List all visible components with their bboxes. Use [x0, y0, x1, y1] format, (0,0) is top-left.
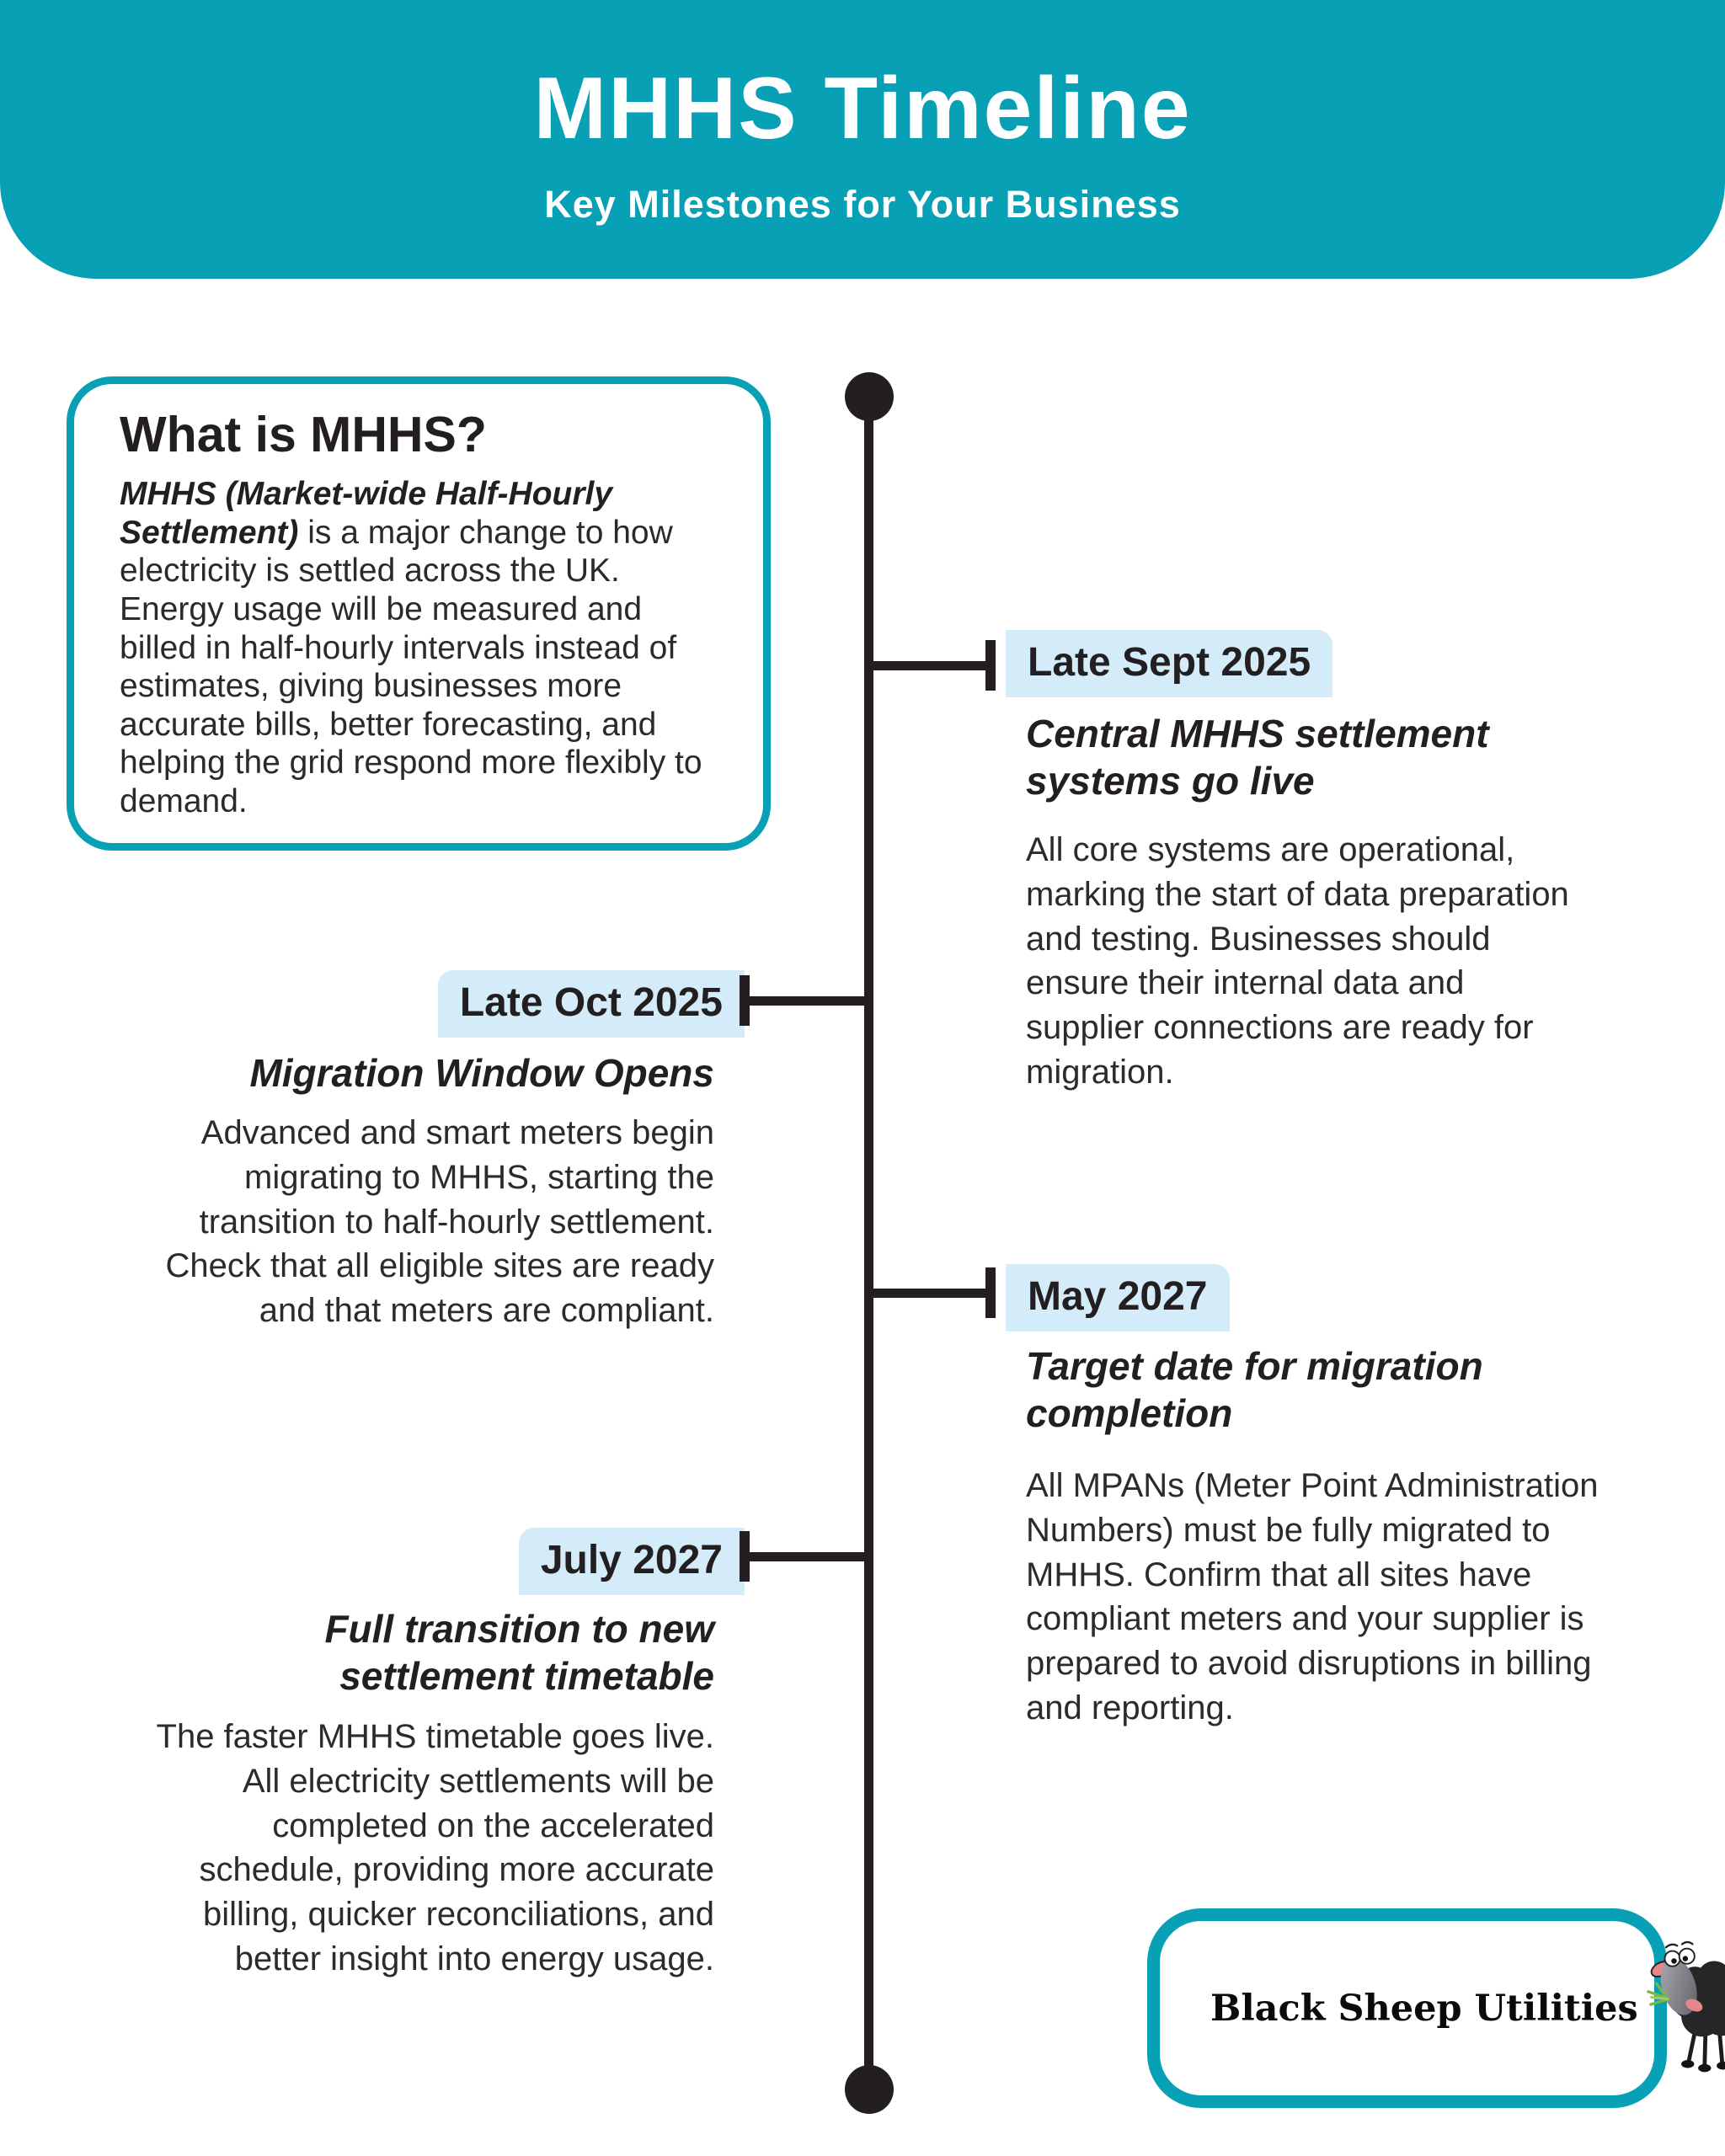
- milestone-date-badge-late-oct: Late Oct 2025: [438, 970, 745, 1038]
- timeline-spine: [864, 392, 873, 2089]
- sheep-eyebrows: [1666, 1942, 1693, 1947]
- milestone-title-late-oct: Migration Window Opens: [249, 1051, 714, 1095]
- intro-heading: What is MHHS?: [120, 407, 487, 462]
- milestone-date-badge-july-2027: July 2027: [519, 1528, 745, 1595]
- connector-cap-july-2027: [740, 1531, 750, 1582]
- milestone-body-late-oct: Advanced and smart meters begin migrating to MHHS, starting the transition to half-hourly settlement. Check that all eligible sites are ready and that meters are compliant.: [165, 1114, 714, 1330]
- intro-rest-text: is a major change to how electricity is settled across the UK. Energy usage will be measured and billed in half-hourly intervals instead of estimates, giving businesses more accurate bills, better forecasting, and helping the grid respond more flexibly to demand.: [120, 514, 702, 819]
- milestone-body-july-2027: The faster MHHS timetable goes live. All electricity settlements will be completed on the accelerated schedule, providing more accurate billing, quicker reconciliations, and better insight into energy usage.: [156, 1718, 714, 1977]
- black-sheep-logo-icon: [1638, 1934, 1725, 2079]
- milestone-connector-july-2027: [746, 1552, 869, 1561]
- timeline-end-dot: [845, 2065, 894, 2114]
- page-subtitle: Key Milestones for Your Business: [544, 183, 1181, 226]
- milestone-title-late-sept: Central MHHS settlement systems go live: [1026, 712, 1489, 803]
- intro-box: [67, 376, 771, 851]
- page-title: MHHS Timeline: [533, 60, 1192, 157]
- brand-name: Black Sheep Utilities: [1210, 1987, 1638, 2030]
- connector-cap-late-sept: [985, 640, 996, 691]
- connector-cap-may-2027: [985, 1267, 996, 1318]
- timeline-start-dot: [845, 372, 894, 421]
- intro-body: [120, 475, 721, 821]
- milestone-title-may-2027: Target date for migration completion: [1026, 1344, 1483, 1436]
- milestone-connector-late-sept: [869, 661, 992, 670]
- header-banner: [0, 0, 1725, 279]
- intro-lead-text: MHHS (Market-wide Half-Hourly Settlement): [120, 476, 613, 551]
- milestone-title-july-2027: Full transition to new settlement timetable: [324, 1607, 714, 1699]
- connector-cap-late-oct: [740, 975, 750, 1026]
- milestone-date-badge-late-sept: Late Sept 2025: [1006, 630, 1332, 697]
- milestone-connector-may-2027: [869, 1289, 992, 1298]
- brand-box: [1147, 1908, 1667, 2108]
- milestone-body-may-2027: All MPANs (Meter Point Administration Numbers) must be fully migrated to MHHS. Confirm that all sites have compliant meters and your supplier is prepared to avoid disruptions in billing and reporting.: [1026, 1467, 1599, 1726]
- milestone-date-badge-may-2027: May 2027: [1006, 1264, 1230, 1331]
- milestone-body-late-sept: All core systems are operational, marking the start of data preparation and testing. Businesses should ensure their internal data and supplier connections are ready for migration.: [1026, 831, 1569, 1091]
- milestone-connector-late-oct: [746, 996, 869, 1006]
